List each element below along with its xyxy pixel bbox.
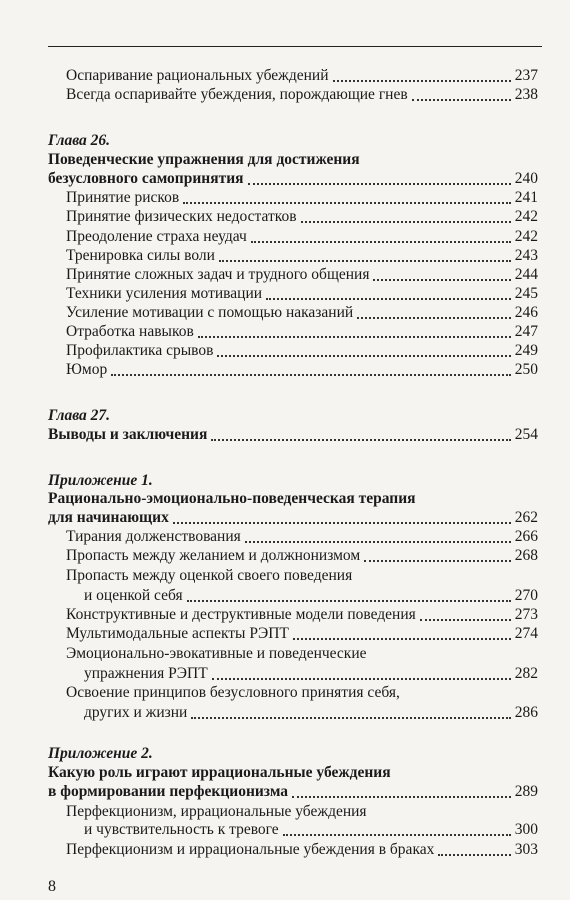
toc-entry-page: 243 — [514, 247, 538, 264]
toc-leader-dots — [364, 559, 511, 562]
toc-entry-title: Перфекционизм, иррациональные убеждения — [66, 803, 367, 820]
toc-entry-page: 241 — [514, 189, 538, 206]
chapter-title: безусловного самопринятия — [48, 170, 244, 187]
toc-entry — [48, 780, 538, 802]
toc-entry-title: Принятие рисков — [66, 189, 180, 206]
toc-leader-dots — [373, 278, 510, 281]
toc-entry-page: 270 — [514, 587, 538, 604]
toc-entry — [66, 838, 538, 860]
toc-entry-title: Профилактика срывов — [66, 342, 214, 359]
toc-leader-dots — [217, 354, 510, 357]
toc-entry-page: 250 — [514, 361, 538, 378]
toc-entry-title: Освоение принципов безусловного принятия себя, — [66, 684, 400, 701]
toc-leader-dots — [212, 677, 511, 680]
toc-entry — [66, 544, 538, 566]
toc-entry-title: и чувствительность к тревоге — [84, 821, 279, 838]
toc-leader-dots — [219, 259, 511, 262]
toc-leader-dots — [198, 335, 511, 338]
toc-entry-title: Техники усиления мотивации — [66, 285, 263, 302]
toc-entry-page: 282 — [514, 665, 538, 682]
toc-leader-dots — [283, 833, 511, 836]
toc-entry-page: 273 — [514, 606, 538, 623]
toc-entry-page: 249 — [514, 342, 538, 359]
toc-entry-page: 240 — [514, 170, 538, 187]
chapter-title: Поведенческие упражнения для достижения — [48, 151, 360, 168]
toc-entry-title: Юмор — [66, 361, 108, 378]
toc-entry-title: Принятие физических недостатков — [66, 208, 297, 225]
toc-entry-page: 245 — [514, 285, 538, 302]
toc-entry-page: 289 — [514, 783, 538, 800]
toc-leader-dots — [187, 599, 511, 602]
toc-entry-title: Тренировка силы воли — [66, 247, 215, 264]
toc-entry-page: 268 — [514, 547, 538, 564]
toc-entry-page: 246 — [514, 304, 538, 321]
toc-leader-dots — [438, 853, 510, 856]
toc-leader-dots — [173, 521, 511, 524]
toc-entry-title: Пропасть между оценкой своего поведения — [66, 567, 353, 584]
toc-entry-page: 242 — [514, 208, 538, 225]
appendix-title: в формировании перфекционизма — [48, 783, 289, 800]
toc-entry-page: 300 — [514, 821, 538, 838]
chapter-label: Глава 26. — [48, 132, 111, 149]
toc-entry — [66, 83, 538, 105]
toc-leader-dots — [420, 618, 511, 621]
toc-leader-dots — [266, 297, 511, 300]
toc-entry-page: 237 — [514, 67, 538, 84]
toc-entry-title: других и жизни — [84, 704, 188, 721]
toc-leader-dots — [412, 98, 511, 101]
toc-entry-title: Тирания долженствования — [66, 528, 241, 545]
toc-entry-title: Перфекционизм и иррациональные убеждения в браках — [66, 841, 435, 858]
toc-entry-page: 266 — [514, 528, 538, 545]
toc-entry-page: 242 — [514, 228, 538, 245]
toc-entry-page: 286 — [514, 704, 538, 721]
appendix-title: Какую роль играют иррациональные убеждения — [48, 764, 391, 781]
appendix-label: Приложение 2. — [48, 745, 153, 762]
toc-leader-dots — [333, 79, 511, 82]
toc-entry — [84, 662, 538, 684]
toc-leader-dots — [357, 316, 511, 319]
toc-entry-title: упражнения РЭПТ — [84, 665, 208, 682]
toc-entry-page: 262 — [514, 509, 538, 526]
toc-entry-title: Всегда оспаривайте убеждения, порождающие гнев — [66, 86, 408, 103]
toc-entry — [66, 205, 538, 227]
chapter-title: Выводы и заключения — [48, 426, 208, 443]
toc-entry-title: Конструктивные и деструктивные модели поведения — [66, 606, 416, 623]
toc-leader-dots — [191, 716, 510, 719]
toc-entry-page: 274 — [514, 625, 538, 642]
toc-entry — [66, 358, 538, 380]
toc-entry-page: 254 — [514, 426, 538, 443]
toc-leader-dots — [248, 182, 511, 185]
appendix-title: Рационально-эмоционально-поведенческая терапия — [48, 490, 416, 507]
toc-entry — [48, 423, 538, 445]
toc-entry-title: Мультимодальные аспекты РЭПТ — [66, 625, 289, 642]
toc-entry-title: Принятие сложных задач и трудного общения — [66, 266, 370, 283]
toc-entry-title: Преодоление страха неудач — [66, 228, 247, 245]
toc-leader-dots — [245, 540, 511, 543]
toc-entry — [84, 818, 538, 840]
toc-entry-title: и оценкой себя — [84, 587, 183, 604]
toc-entry-title: Оспаривание рациональных убеждений — [66, 67, 329, 84]
toc-entry-title: Усиление мотивации с помощью наказаний — [66, 304, 354, 321]
toc-entry-title: Пропасть между желанием и должнонизмом — [66, 547, 361, 564]
toc-entry-title: Отработка навыков — [66, 323, 194, 340]
toc-leader-dots — [211, 438, 510, 441]
toc-entry — [84, 701, 538, 723]
toc-entry-title: Эмоционально-эвокативные и поведенческие — [66, 645, 367, 662]
toc-entry-page: 247 — [514, 323, 538, 340]
page-number: 8 — [48, 878, 56, 895]
toc-entry — [66, 622, 538, 644]
toc-leader-dots — [301, 220, 511, 223]
toc-leader-dots — [293, 637, 511, 640]
appendix-label: Приложение 1. — [48, 472, 153, 489]
toc-leader-dots — [292, 795, 511, 798]
appendix-title: для начинающих — [48, 509, 169, 526]
toc-leader-dots — [111, 373, 511, 376]
chapter-label: Глава 27. — [48, 407, 111, 424]
toc-entry-page: 303 — [514, 841, 538, 858]
toc-leader-dots — [183, 201, 511, 204]
toc-leader-dots — [251, 240, 511, 243]
toc-entry-page: 244 — [514, 266, 538, 283]
toc-entry-page: 238 — [514, 86, 538, 103]
